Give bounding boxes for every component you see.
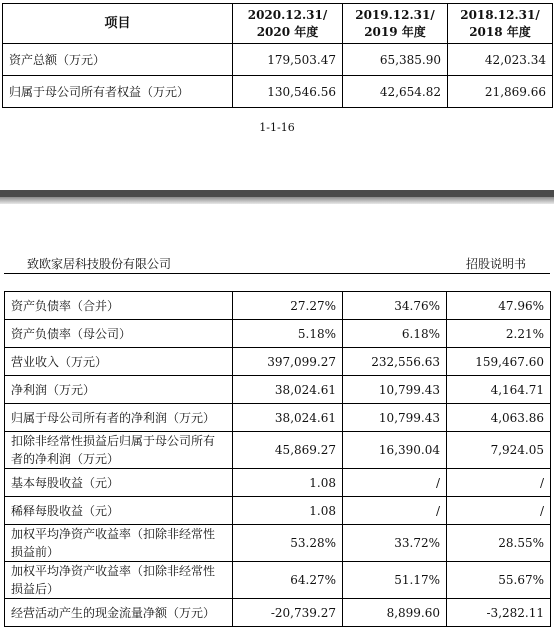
cell-2018: 4,164.71 xyxy=(447,376,551,404)
cell-2019: 6.18% xyxy=(343,320,447,348)
table-row xyxy=(5,497,551,525)
cell-2018: 159,467.60 xyxy=(447,348,551,376)
table-row xyxy=(5,599,551,627)
cell-2018: 55.67% xyxy=(447,562,551,599)
cell-2019: 10,799.43 xyxy=(343,404,447,432)
cell-2019: 10,799.43 xyxy=(343,376,447,404)
main-financial-table xyxy=(4,291,551,627)
cell-2020: -20,739.27 xyxy=(233,599,343,627)
cell-2018: 47.96% xyxy=(447,292,551,320)
table-row xyxy=(5,562,551,599)
row-label: 加权平均净资产收益率（扣除非经常性损益前） xyxy=(5,525,233,562)
cell-2019: 34.76% xyxy=(343,292,447,320)
table-row xyxy=(3,76,553,108)
cell-2020: 130,546.56 xyxy=(233,76,343,108)
table-row xyxy=(5,320,551,348)
row-label: 归属于母公司所有者的净利润（万元） xyxy=(5,404,233,432)
cell-2019: / xyxy=(343,497,447,525)
row-label: 稀释每股收益（元） xyxy=(5,497,233,525)
cell-2020: 53.28% xyxy=(233,525,343,562)
page-break-divider xyxy=(0,190,554,204)
row-label: 基本每股收益（元） xyxy=(5,469,233,497)
cell-2018: / xyxy=(447,497,551,525)
cell-2019: 51.17% xyxy=(343,562,447,599)
cell-2019: 8,899.60 xyxy=(343,599,447,627)
cell-2019: 232,556.63 xyxy=(343,348,447,376)
cell-2019: 33.72% xyxy=(343,525,447,562)
header-2018-date: 2018.12.31/ xyxy=(460,7,540,22)
table-row xyxy=(5,376,551,404)
cell-2018: / xyxy=(447,469,551,497)
cell-2020: 64.27% xyxy=(233,562,343,599)
table-row xyxy=(5,469,551,497)
row-label: 经营活动产生的现金流量净额（万元） xyxy=(5,599,233,627)
header-item: 项目 xyxy=(3,4,233,44)
table-row xyxy=(5,525,551,562)
header-2019-date: 2019.12.31/ xyxy=(355,7,435,22)
company-name: 致欧家居科技股份有限公司 xyxy=(27,257,172,271)
row-label: 归属于母公司所有者权益（万元） xyxy=(3,76,233,108)
table-row xyxy=(5,292,551,320)
cell-2019: 42,654.82 xyxy=(343,76,448,108)
header-2018 xyxy=(448,4,553,44)
table-row xyxy=(3,44,553,76)
cell-2020: 1.08 xyxy=(233,497,343,525)
row-label: 净利润（万元） xyxy=(5,376,233,404)
table-header-row xyxy=(3,4,553,44)
table-row xyxy=(5,348,551,376)
row-label: 资产负债率（母公司） xyxy=(5,320,233,348)
cell-2018: 42,023.34 xyxy=(448,44,553,76)
header-2019-year: 2019 年度 xyxy=(364,24,426,39)
cell-2018: 2.21% xyxy=(447,320,551,348)
cell-2019: / xyxy=(343,469,447,497)
top-financial-table xyxy=(2,3,553,108)
cell-2020: 45,869.27 xyxy=(233,432,343,469)
cell-2020: 38,024.61 xyxy=(233,404,343,432)
header-2019 xyxy=(343,4,448,44)
header-rule xyxy=(4,273,550,274)
cell-2018: 21,869.66 xyxy=(448,76,553,108)
row-label: 营业收入（万元） xyxy=(5,348,233,376)
row-label: 加权平均净资产收益率（扣除非经常性损益后） xyxy=(5,562,233,599)
cell-2020: 397,099.27 xyxy=(233,348,343,376)
row-label: 资产总额（万元） xyxy=(3,44,233,76)
header-2018-year: 2018 年度 xyxy=(469,24,531,39)
cell-2018: 7,924.05 xyxy=(447,432,551,469)
cell-2018: 28.55% xyxy=(447,525,551,562)
cell-2019: 65,385.90 xyxy=(343,44,448,76)
table-row xyxy=(5,404,551,432)
cell-2020: 179,503.47 xyxy=(233,44,343,76)
table-row xyxy=(5,432,551,469)
cell-2020: 1.08 xyxy=(233,469,343,497)
row-label: 资产负债率（合并） xyxy=(5,292,233,320)
page-number: 1-1-16 xyxy=(259,121,295,134)
cell-2020: 27.27% xyxy=(233,292,343,320)
header-2020-date: 2020.12.31/ xyxy=(247,7,328,22)
header-2020-year: 2020 年度 xyxy=(256,24,319,39)
cell-2020: 5.18% xyxy=(233,320,343,348)
cell-2018: 4,063.86 xyxy=(447,404,551,432)
document-type: 招股说明书 xyxy=(465,257,526,271)
cell-2018: -3,282.11 xyxy=(447,599,551,627)
row-label: 扣除非经常性损益后归属于母公司所有者的净利润（万元） xyxy=(5,432,233,469)
cell-2019: 16,390.04 xyxy=(343,432,447,469)
cell-2020: 38,024.61 xyxy=(233,376,343,404)
header-2020 xyxy=(233,4,343,44)
